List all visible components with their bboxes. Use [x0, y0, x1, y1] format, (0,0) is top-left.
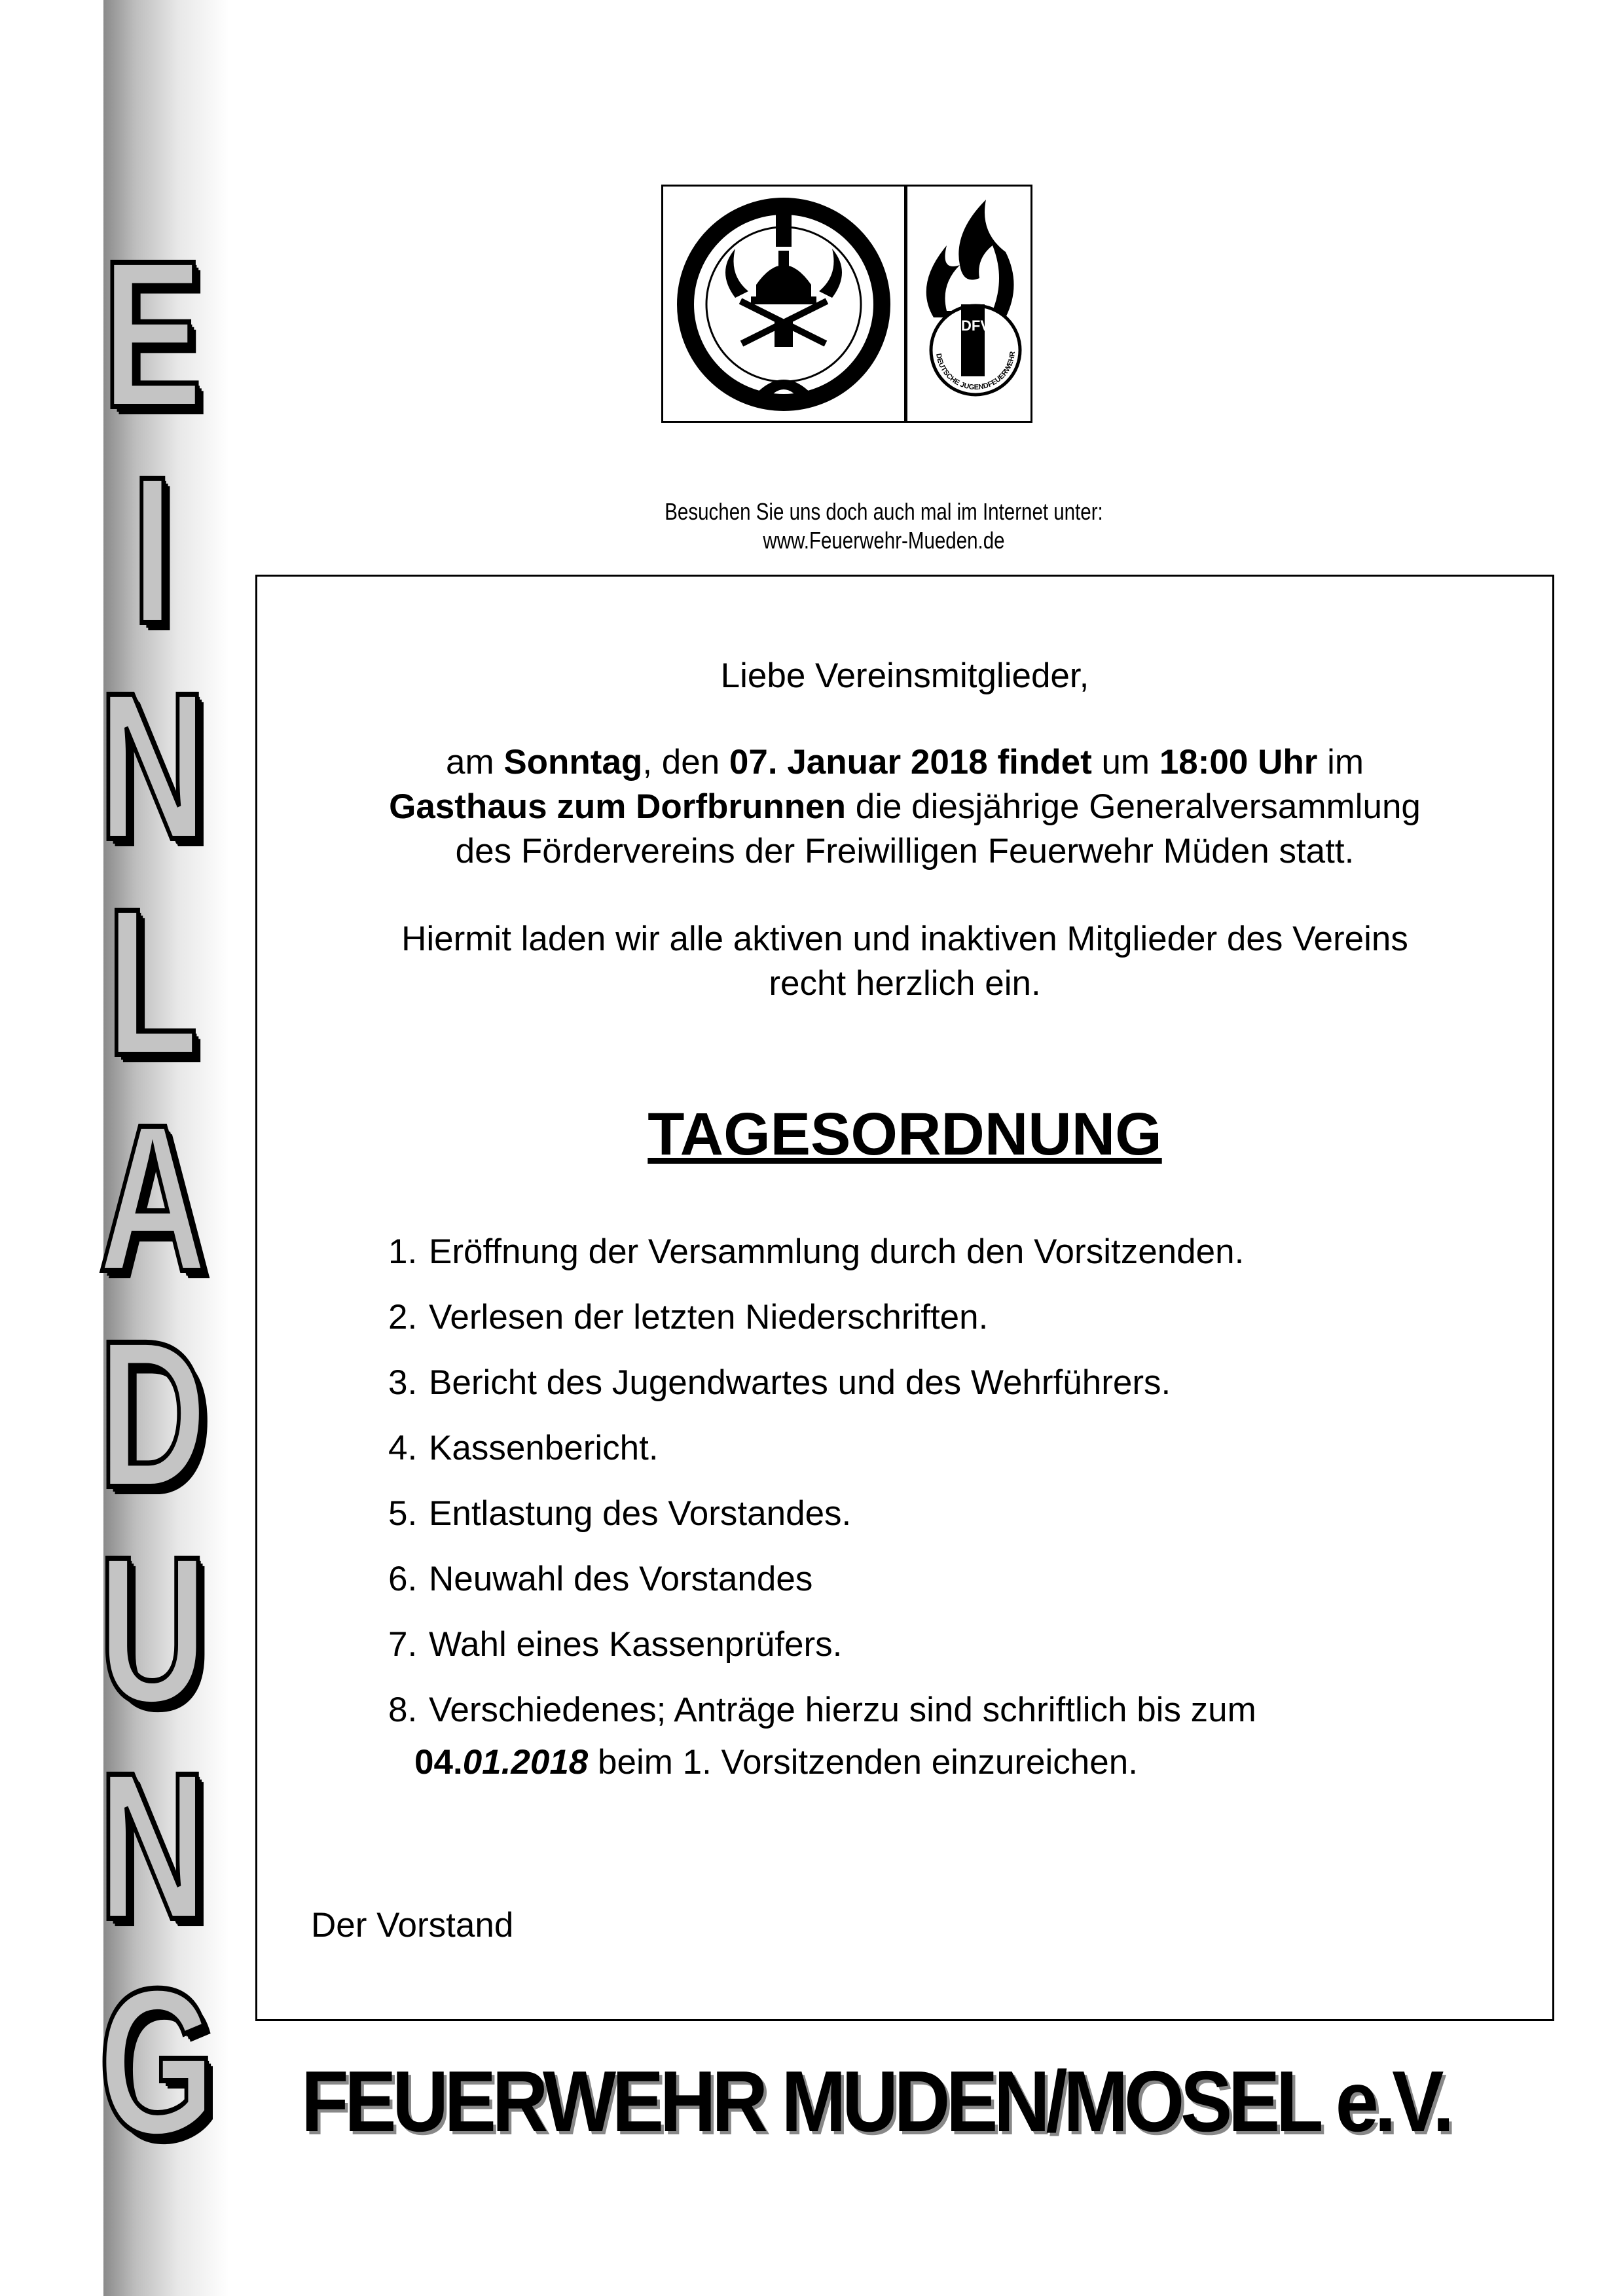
paragraph-1-line2: Gasthaus zum Dorfbrunnen die diesjährige Generalversammlung [389, 787, 1421, 826]
paragraph-2-line1: Hiermit laden wir alle aktiven und inaktiven Mitglieder des Vereins [401, 920, 1408, 958]
agenda-heading: TAGESORDNUNG [647, 1101, 1162, 1168]
agenda-item-8-continuation: 04.01.2018 beim 1. Vorsitzenden einzureichen. [414, 1743, 1138, 1782]
banner-letter-a: A [98, 1081, 208, 1315]
banner-letter-e: E [101, 217, 203, 451]
fire-brigade-emblem-icon [661, 185, 906, 423]
signature: Der Vorstand [311, 1906, 514, 1945]
agenda-item-6: 6. Neuwahl des Vorstandes [388, 1560, 813, 1598]
agenda-item-5: 5. Entlastung des Vorstandes. [388, 1494, 852, 1533]
agenda-item-8: 8. Verschiedenes; Anträge hierzu sind schriftlich bis zum [388, 1691, 1256, 1729]
website-note-line1: Besuchen Sie uns doch auch mal im Internet unter: [665, 498, 1103, 525]
banner-letter-g: G [98, 1945, 216, 2179]
organization-title: FEUERWEHR MUDEN/MOSEL e.V. [301, 2053, 1450, 2149]
jugendfeuerwehr-emblem-icon [905, 185, 1032, 423]
agenda-item-1: 1. Eröffnung der Versammlung durch den Vorsitzenden. [388, 1232, 1245, 1271]
banner-letter-u: U [98, 1513, 208, 1747]
jugendfeuerwehr-label: DEUTSCHE JUGENDFEUERWEHR [934, 351, 1017, 392]
agenda-item-3: 3. Bericht des Jugendwartes und des Wehrführers. [388, 1363, 1171, 1402]
dfv-label: DFV [961, 317, 990, 334]
banner-letter-l: L [106, 865, 199, 1099]
agenda-item-7: 7. Wahl eines Kassenprüfers. [388, 1625, 843, 1664]
banner-letter-n2: N [98, 1729, 208, 1963]
invitation-box [255, 575, 1554, 2021]
paragraph-1 [257, 740, 1552, 874]
banner-letter-i: I [131, 433, 173, 667]
paragraph-1-line1: am Sonntag, den 07. Januar 2018 findet um 18:00 Uhr im [445, 743, 1364, 781]
banner-letter-n: N [98, 649, 208, 883]
website-url[interactable]: www.Feuerwehr-Mueden.de [763, 527, 1005, 554]
greeting: Liebe Vereinsmitglieder, [720, 656, 1089, 695]
paragraph-1-line3: des Fördervereins der Freiwilligen Feuerwehr Müden statt. [455, 832, 1355, 870]
paragraph-2 [257, 917, 1552, 1006]
paragraph-2-line2: recht herzlich ein. [769, 964, 1041, 1003]
agenda-item-4: 4. Kassenbericht. [388, 1429, 659, 1467]
agenda-item-2: 2. Verlesen der letzten Niederschriften. [388, 1298, 989, 1336]
banner-letter-d: D [98, 1297, 208, 1531]
